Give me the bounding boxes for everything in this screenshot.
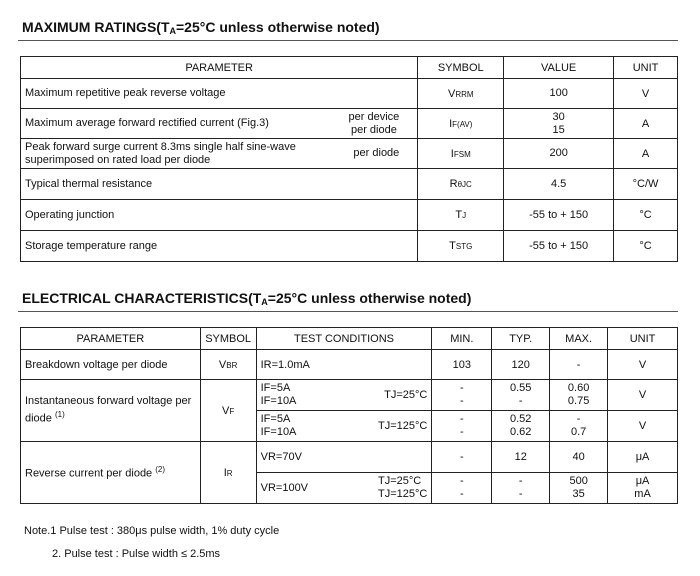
ec-header-min: MIN. — [432, 328, 492, 350]
ec-header-parameter: PARAMETER — [21, 328, 201, 350]
table-row — [21, 231, 678, 262]
ec-header-conditions: TEST CONDITIONS — [256, 328, 432, 350]
rating-symbol: TJ — [418, 200, 504, 231]
reverse-min-100: - - — [432, 473, 492, 504]
breakdown-param: Breakdown voltage per diode — [21, 350, 201, 380]
rating-value: 200 — [504, 139, 614, 169]
reverse-typ-70: 12 — [492, 442, 550, 473]
reverse-cond-70: VR=70V — [256, 442, 432, 473]
forward-typ-25: 0.55 - — [492, 380, 550, 411]
electrical-rule — [18, 311, 678, 312]
breakdown-min: 103 — [432, 350, 492, 380]
forward-symbol: VF — [200, 380, 256, 442]
table-row — [21, 109, 678, 139]
header-parameter: PARAMETER — [21, 57, 418, 79]
rating-value: -55 to + 150 — [504, 200, 614, 231]
ec-header-unit: UNIT — [608, 328, 678, 350]
table-row — [21, 442, 678, 473]
breakdown-symbol: VBR — [200, 350, 256, 380]
forward-min-125: - - — [432, 411, 492, 442]
forward-unit-25: V — [608, 380, 678, 411]
rating-symbol: RθJC — [418, 169, 504, 200]
breakdown-max: - — [550, 350, 608, 380]
header-unit: UNIT — [614, 57, 678, 79]
table-row — [21, 380, 678, 411]
ec-header-max: MAX. — [550, 328, 608, 350]
reverse-param: Reverse current per diode $^{(2)}$ — [21, 442, 201, 504]
rating-unit: °C/W — [614, 169, 678, 200]
reverse-max-70: 40 — [550, 442, 608, 473]
rating-unit: V — [614, 79, 678, 109]
rating-param: Maximum repetitive peak reverse voltage — [21, 79, 418, 109]
ec-header-typ: TYP. — [492, 328, 550, 350]
electrical-title: ELECTRICAL $CHARACTERISTICS(T_A=25^\circ C$ unless otherwise noted) — [22, 290, 472, 307]
max-ratings-title: MAXIMUM $RATINGS(T_A=25^\circ C$ unless otherwise noted) — [22, 19, 380, 36]
table-row — [21, 79, 678, 109]
rating-value: 30 15 — [504, 109, 614, 139]
header-value: VALUE — [504, 57, 614, 79]
table-row — [21, 139, 678, 169]
breakdown-cond: IR=1.0mA — [256, 350, 432, 380]
reverse-symbol: IR — [200, 442, 256, 504]
breakdown-unit: V — [608, 350, 678, 380]
max-ratings-rule — [18, 40, 678, 41]
reverse-typ-100: - - — [492, 473, 550, 504]
max-ratings-table — [20, 56, 678, 262]
forward-unit-125: V — [608, 411, 678, 442]
rating-symbol: TSTG — [418, 231, 504, 262]
rating-unit: A — [614, 139, 678, 169]
rating-param: Typical thermal resistance — [21, 169, 418, 200]
note-2: 2. Pulse test : Pulse width ≤ 2.5ms — [52, 548, 221, 560]
rating-param: Storage temperature range — [21, 231, 418, 262]
electrical-table — [20, 327, 678, 504]
forward-cond-25: IF=5A IF=10A TJ=25°C — [256, 380, 432, 411]
rating-symbol: IFSM — [418, 139, 504, 169]
reverse-unit-100: μA mA — [608, 473, 678, 504]
reverse-max-100: 500 35 — [550, 473, 608, 504]
rating-value: 100 — [504, 79, 614, 109]
table-row — [21, 350, 678, 380]
rating-unit: A — [614, 109, 678, 139]
note-1: Note.1 Pulse test : 380μs pulse width, 1% duty cycle — [24, 525, 280, 537]
forward-cond-125: IF=5A IF=10A TJ=125°C — [256, 411, 432, 442]
rating-symbol: IF(AV) — [418, 109, 504, 139]
rating-unit: °C — [614, 200, 678, 231]
forward-min-25: - - — [432, 380, 492, 411]
rating-param: Peak forward surge current 8.3ms single half sine-wave superimposed on rated load per diode per diode — [21, 139, 418, 169]
rating-symbol: VRRM — [418, 79, 504, 109]
rating-unit: °C — [614, 231, 678, 262]
rating-param: Operating junction — [21, 200, 418, 231]
reverse-min-70: - — [432, 442, 492, 473]
table-row — [21, 200, 678, 231]
rating-value: 4.5 — [504, 169, 614, 200]
reverse-unit-70: μA — [608, 442, 678, 473]
electrical-header-row — [21, 328, 678, 350]
forward-param: Instantaneous forward voltage per diode $^{(1)}$ — [21, 380, 201, 442]
table-row — [21, 169, 678, 200]
header-symbol: SYMBOL — [418, 57, 504, 79]
breakdown-typ: 120 — [492, 350, 550, 380]
max-ratings-header-row — [21, 57, 678, 79]
rating-value: -55 to + 150 — [504, 231, 614, 262]
rating-param: Maximum average forward rectified current (Fig.3) per device per diode — [21, 109, 418, 139]
forward-max-25: 0.60 0.75 — [550, 380, 608, 411]
forward-typ-125: 0.52 0.62 — [492, 411, 550, 442]
forward-max-125: - 0.7 — [550, 411, 608, 442]
ec-header-symbol: SYMBOL — [200, 328, 256, 350]
reverse-cond-100: VR=100V TJ=25°C TJ=125°C — [256, 473, 432, 504]
